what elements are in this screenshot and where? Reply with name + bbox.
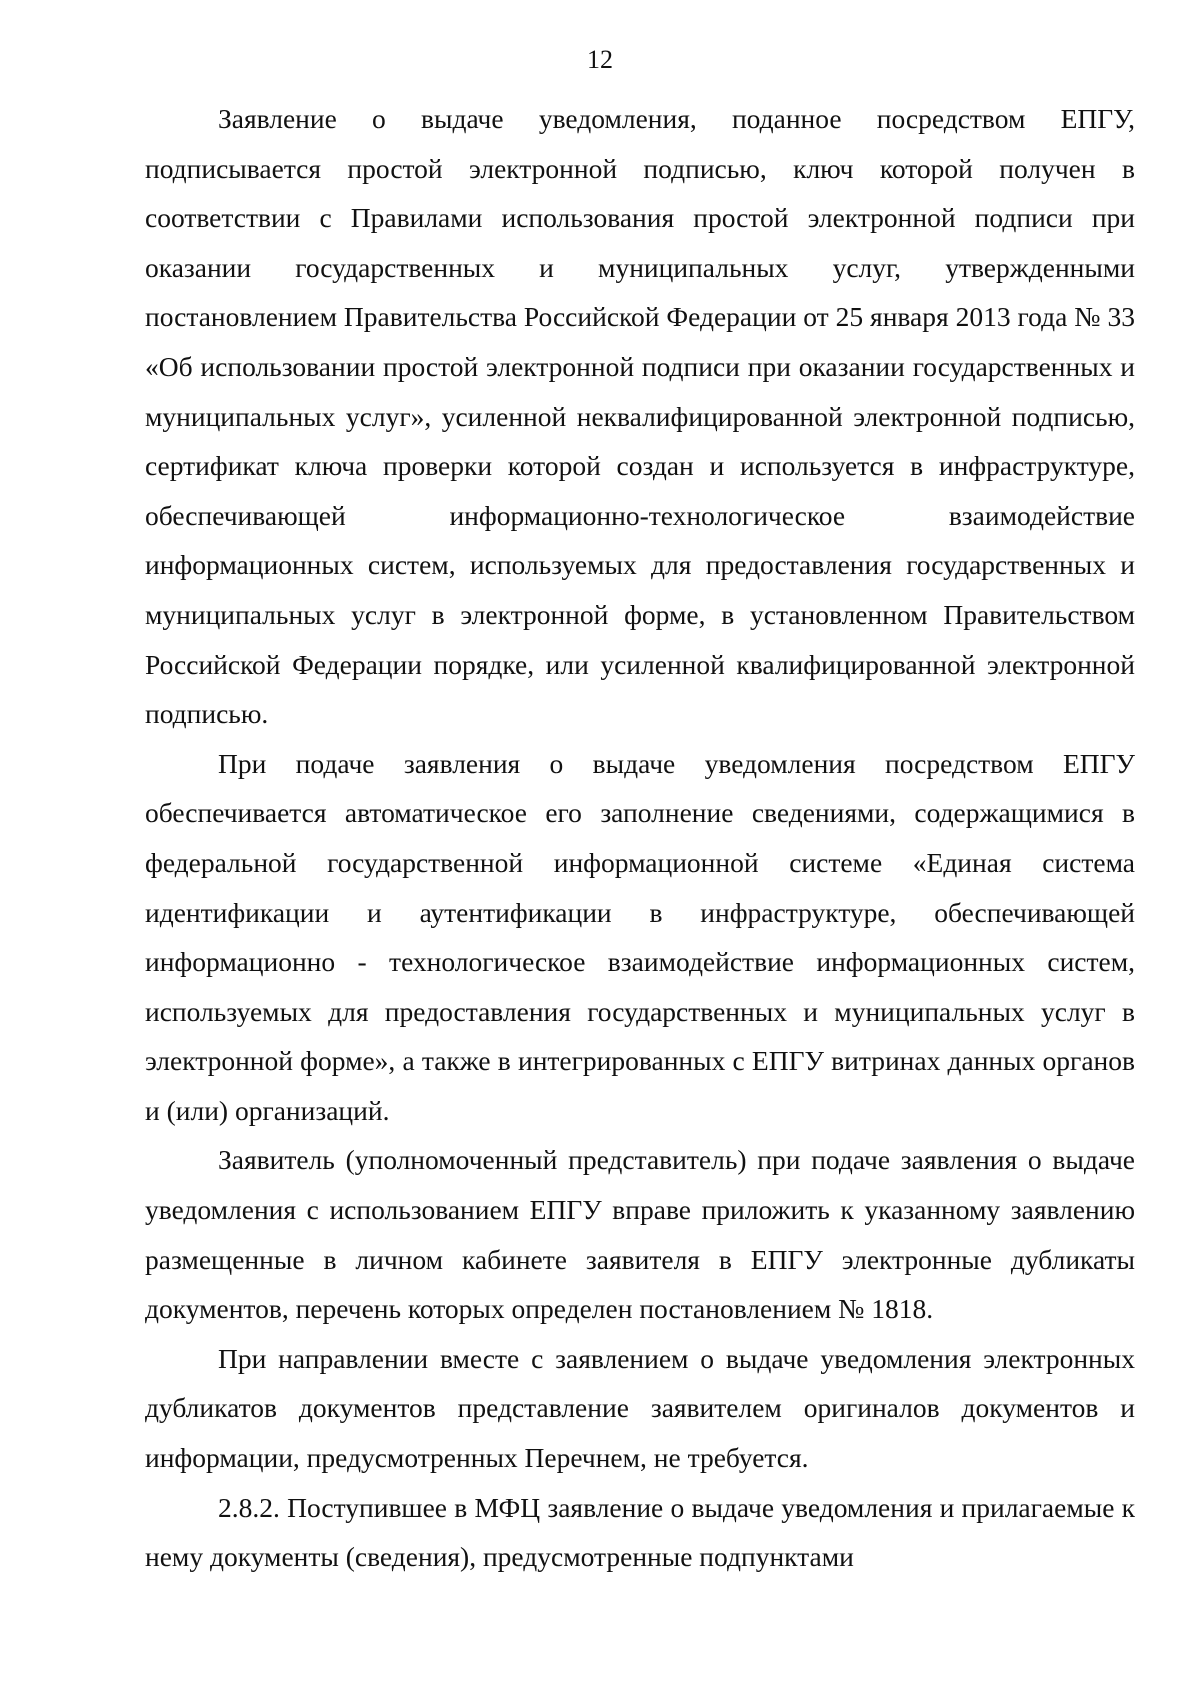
paragraph-duplicates: Заявитель (уполномоченный представитель) при подаче заявления о выдаче уведомления с использованием ЕПГУ вправе приложить к указанному заявлению размещенные в личном кабинете заявителя в ЕПГУ электронные дубликаты документов, перечень которых определен постановлением № 1818. [145,1144,1135,1325]
page-number: 12 [587,45,613,74]
paragraph-epgu-signature: Заявление о выдаче уведомления, поданное посредством ЕПГУ, подписывается простой электронной подписью, ключ которой получен в соответствии с Правилами использования простой электронной подписи при оказании государственных и муниципальных услуг, утвержденными постановлением Правительства Российской Федерации от 25 января 2013 года № 33 «Об использовании простой электронной подписи при оказании государственных и муниципальных услуг», усиленной неквалифицированной электронной подписью, сертификат ключа проверки которой создан и используется в инфраструктуре, обеспечивающей информационно-технологическое взаимодействие информационных систем, используемых для предоставления государственных и муниципальных услуг в электронной форме, в установленном Правительством Российской Федерации порядке, или усиленной квалифицированной электронной подписью. [145,103,1135,730]
paragraph-2-8-2: 2.8.2. Поступившее в МФЦ заявление о выдаче уведомления и прилагаемые к нему документы (сведения), предусмотренные подпунктами [145,1491,1135,1573]
paragraph-autofill: При подаче заявления о выдаче уведомления посредством ЕПГУ обеспечивается автоматическое его заполнение сведениями, содержащимися в федеральной государственной информационной системе «Единая система идентификации и аутентификации в инфраструктуре, обеспечивающей информационно - технологическое взаимодействие информационных систем, используемых для предоставления государственных и муниципальных услуг в электронной форме», а также в интегрированных с ЕПГУ витринах данных органов и (или) организаций. [145,747,1135,1126]
paragraph-originals-not-required: При направлении вместе с заявлением о выдаче уведомления электронных дубликатов документов представление заявителем оригиналов документов и информации, предусмотренных Перечнем, не требуется. [145,1342,1135,1474]
document-body [145,94,1135,1582]
